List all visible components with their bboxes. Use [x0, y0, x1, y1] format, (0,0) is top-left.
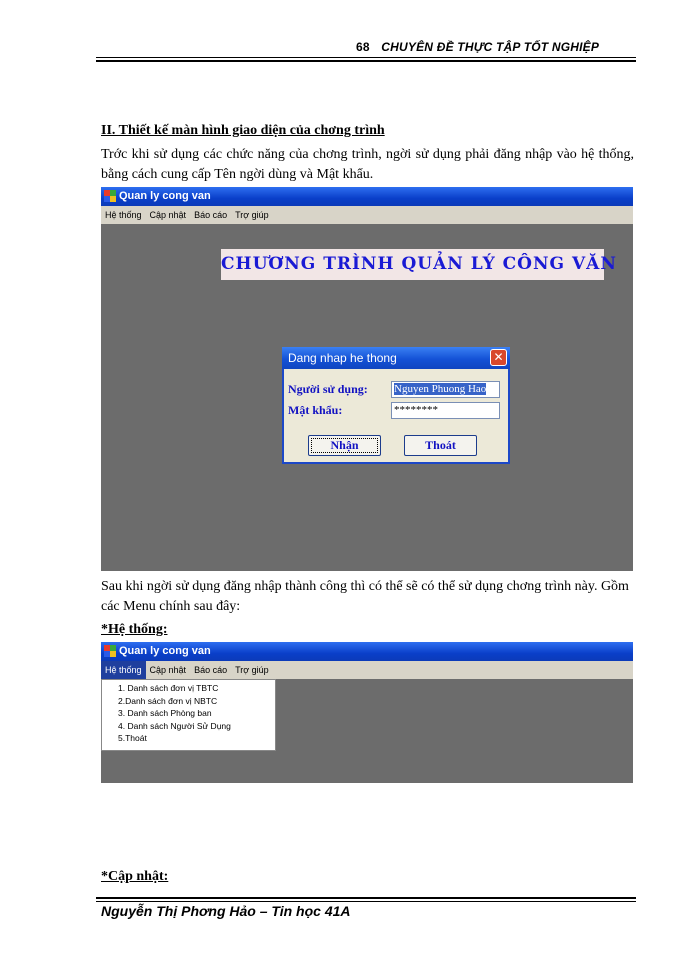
app-titlebar — [101, 187, 633, 206]
cap-nhat-heading: *Cập nhật: — [101, 869, 169, 884]
menu-he-thong-open[interactable]: Hệ thống — [101, 661, 146, 679]
menu-cap-nhat[interactable]: Cập nhật — [149, 210, 187, 220]
login-dialog — [282, 348, 510, 464]
app-icon — [104, 190, 116, 202]
app-menubar — [101, 206, 633, 224]
footer-author: Nguyễn Thị Phơng Hảo – Tin học 41A — [101, 903, 351, 919]
footer-rule-thick — [96, 897, 636, 899]
menu-he-thong[interactable]: Hệ thống — [105, 210, 142, 220]
exit-button[interactable]: Thoát — [404, 435, 477, 456]
username-label: Người sử dụng: — [288, 382, 368, 396]
menu-cap-nhat[interactable]: Cập nhật — [149, 665, 187, 675]
menu-screenshot — [101, 642, 633, 783]
document-title: CHUYÊN ĐỀ THỰC TẬP TỐT NGHIỆP — [381, 40, 600, 54]
menu-bao-cao[interactable]: Báo cáo — [194, 210, 228, 220]
username-input[interactable] — [391, 381, 500, 398]
program-banner: CHƯƠNG TRÌNH QUẢN LÝ CÔNG VĂN — [221, 249, 604, 280]
app-menubar-2 — [101, 661, 633, 679]
app-title: Quan ly cong van — [119, 190, 211, 202]
page-header — [356, 40, 646, 54]
footer-rule — [96, 901, 636, 902]
app-icon — [104, 645, 116, 657]
menu-item-nbtc[interactable]: 2.Danh sách đơn vị NBTC — [118, 695, 218, 706]
section-title: II. Thiết kế màn hình giao diện của chơng trình — [101, 123, 385, 138]
after-login-paragraph: Sau khi ngời sử dụng đăng nhập thành công thì có thể sẽ có thể sử dụng chơng trình này. Gồm các Menu chính sau đây: — [101, 579, 629, 614]
header-rule-thick — [96, 60, 636, 62]
login-screenshot — [101, 187, 633, 571]
menu-item-nguoi-su-dung[interactable]: 4. Danh sách Người Sử Dụng — [118, 720, 231, 731]
menu-bao-cao[interactable]: Báo cáo — [194, 665, 228, 675]
header-rule — [96, 57, 636, 58]
page-number: 68 — [356, 40, 370, 54]
login-dialog-title-text: Dang nhap he thong — [288, 351, 397, 365]
app-title-2: Quan ly cong van — [119, 645, 211, 657]
app-titlebar-2 — [101, 642, 633, 661]
login-dialog-title — [282, 347, 510, 369]
he-thong-dropdown — [101, 679, 276, 751]
ok-button[interactable]: Nhận — [308, 435, 381, 456]
he-thong-heading: *Hệ thống: — [101, 622, 168, 637]
password-input[interactable]: ******** — [391, 402, 500, 419]
password-label: Mật khẩu: — [288, 403, 343, 417]
menu-item-tbtc[interactable]: 1. Danh sách đơn vị TBTC — [118, 683, 219, 693]
intro-paragraph: Trớc khi sử dụng các chức năng của chơng trình, ngời sử dụng phải đăng nhập vào hệ thống, bằng cách cung cấp Tên ngời dùng và Mật khẩu. — [101, 147, 634, 182]
menu-item-thoat[interactable]: 5.Thoát — [118, 733, 147, 744]
username-value: Nguyen Phuong Hao — [394, 383, 487, 395]
close-icon[interactable]: ✕ — [490, 349, 507, 366]
menu-tro-giup[interactable]: Trợ giúp — [235, 210, 269, 220]
menu-item-phong-ban[interactable]: 3. Danh sách Phòng ban — [118, 708, 212, 719]
menu-tro-giup[interactable]: Trợ giúp — [235, 665, 269, 675]
